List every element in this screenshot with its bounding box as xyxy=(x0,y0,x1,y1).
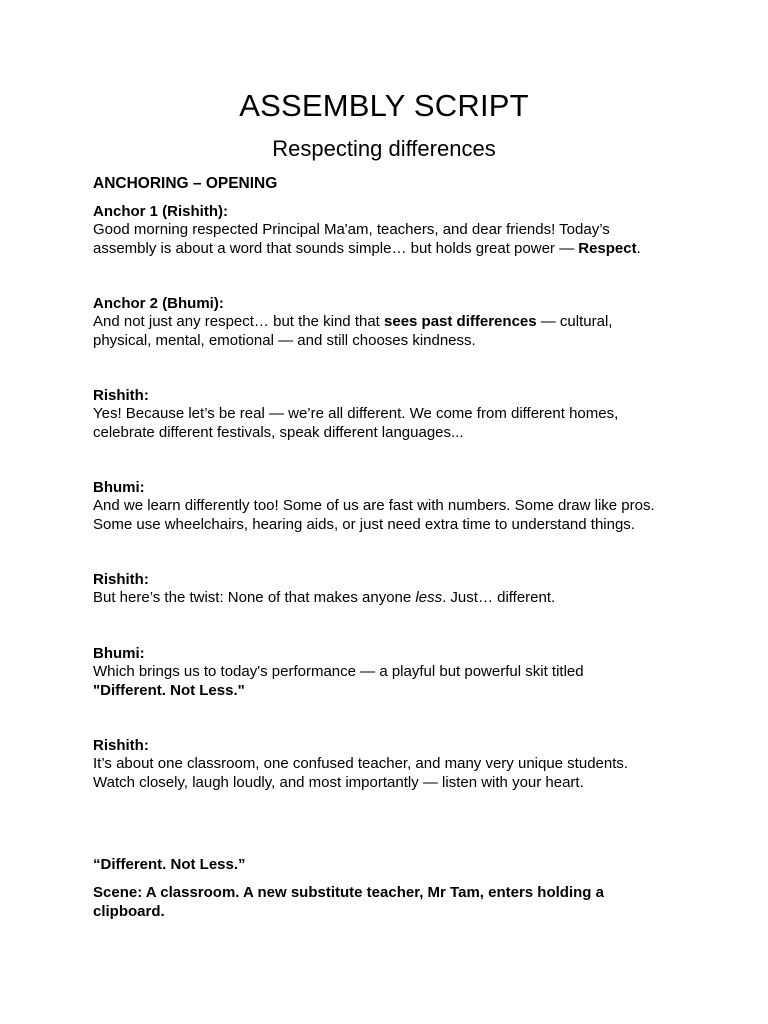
emphasis-text: "Different. Not Less." xyxy=(93,681,245,699)
scene-line: Scene: A classroom. A new substitute teacher, Mr Tam, enters holding a xyxy=(93,884,604,901)
speaker-label: Bhumi: xyxy=(93,479,145,496)
speaker-label: Rishith: xyxy=(93,571,149,588)
emphasis-text: less xyxy=(415,589,443,607)
skit-title: “Different. Not Less.” xyxy=(93,856,246,873)
emphasis-text: Respect xyxy=(578,239,637,257)
dialogue-line: Some use wheelchairs, hearing aids, or just need extra time to understand things. xyxy=(93,515,635,533)
dialogue-line xyxy=(93,240,693,258)
dialogue-line xyxy=(93,313,693,331)
dialogue-line: Good morning respected Principal Ma'am, teachers, and dear friends! Today’s xyxy=(93,221,610,239)
emphasis-text: sees past differences xyxy=(384,313,537,331)
speaker-label: Anchor 2 (Bhumi): xyxy=(93,295,224,312)
dialogue-block-bhumi-1 xyxy=(93,479,693,534)
dialogue-line: And we learn differently too! Some of us are fast with numbers. Some draw like pros. xyxy=(93,497,655,515)
speaker-label: Bhumi: xyxy=(93,645,145,662)
scene-description xyxy=(93,884,693,921)
dialogue-text: But here’s the twist: None of that makes anyone xyxy=(93,589,416,607)
dialogue-block-anchor2 xyxy=(93,295,693,350)
dialogue-text: . Just… different. xyxy=(442,589,556,607)
speaker-label: Anchor 1 (Rishith): xyxy=(93,203,228,220)
dialogue-text: . xyxy=(636,239,641,257)
dialogue-line: Which brings us to today's performance — a playful but powerful skit titled xyxy=(93,663,584,681)
dialogue-block-anchor1 xyxy=(93,203,693,258)
document-title: ASSEMBLY SCRIPT xyxy=(239,88,529,123)
section-heading: ANCHORING – OPENING xyxy=(93,175,278,192)
document-subtitle: Respecting differences xyxy=(272,136,496,161)
dialogue-line: celebrate different festivals, speak different languages... xyxy=(93,423,464,441)
dialogue-line: Yes! Because let’s be real — we’re all different. We come from different homes, xyxy=(93,405,619,423)
dialogue-block-rishith-2 xyxy=(93,571,693,608)
scene-line: clipboard. xyxy=(93,902,165,920)
dialogue-line xyxy=(93,589,693,607)
dialogue-line xyxy=(93,682,693,700)
speaker-label: Rishith: xyxy=(93,387,149,404)
dialogue-block-rishith-1 xyxy=(93,387,693,442)
dialogue-text: — cultural, xyxy=(536,313,613,331)
dialogue-block-bhumi-2 xyxy=(93,645,693,700)
dialogue-line: physical, mental, emotional — and still chooses kindness. xyxy=(93,331,476,349)
dialogue-block-rishith-3 xyxy=(93,737,693,792)
speaker-label: Rishith: xyxy=(93,737,149,754)
dialogue-line: Watch closely, laugh loudly, and most importantly — listen with your heart. xyxy=(93,773,584,791)
dialogue-text: assembly is about a word that sounds simple… but holds great power — xyxy=(93,239,579,257)
dialogue-line: It’s about one classroom, one confused teacher, and many very unique students. xyxy=(93,755,629,773)
dialogue-text: And not just any respect… but the kind that xyxy=(93,313,385,331)
